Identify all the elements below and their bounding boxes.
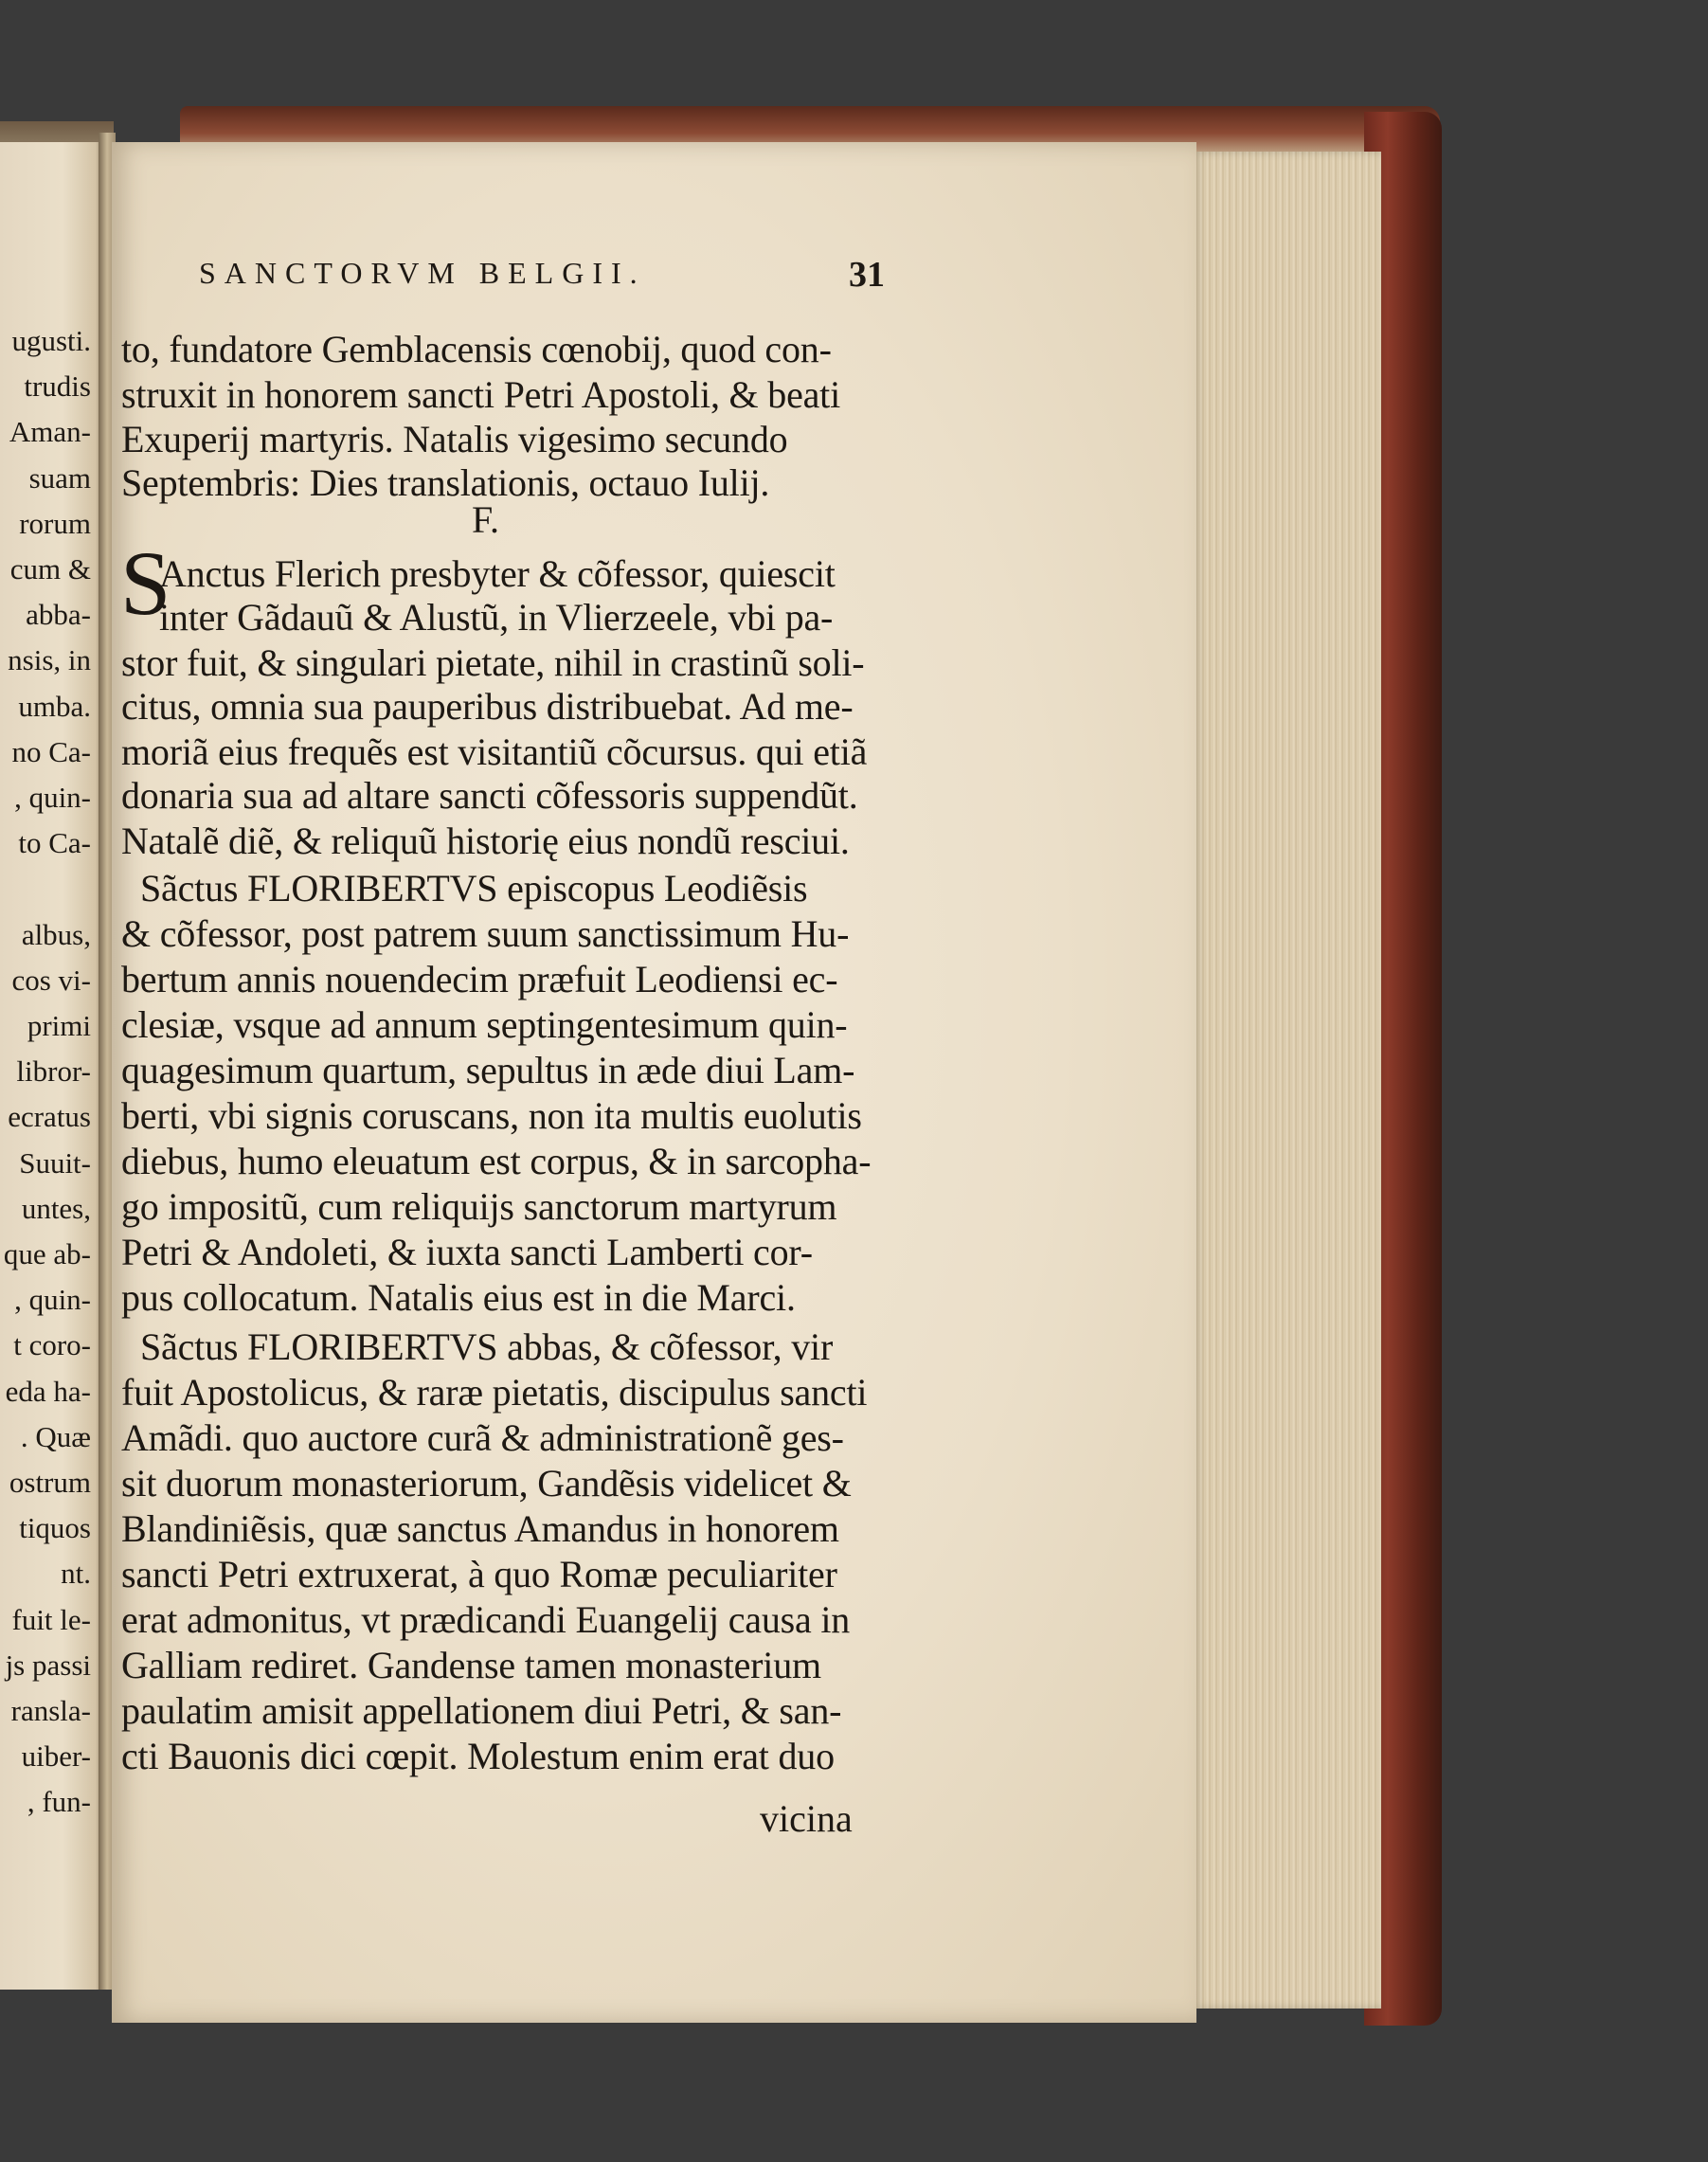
text-line: diebus, humo eleuatum est corpus, & in sarcopha- bbox=[121, 1140, 872, 1182]
text-line: clesiæ, vsque ad annum septingentesimum quin- bbox=[121, 1003, 848, 1046]
left-page-line: Aman- bbox=[9, 415, 91, 449]
left-page-line: ostrum bbox=[9, 1466, 91, 1499]
text-line: Blandiniẽsis, quæ sanctus Amandus in honorem bbox=[121, 1507, 839, 1550]
left-page-line: libror- bbox=[16, 1054, 91, 1089]
left-page-line: que ab- bbox=[3, 1237, 91, 1270]
text-line: berti, vbi signis coruscans, non ita multis euolutis bbox=[121, 1094, 862, 1137]
left-page-line: eda ha- bbox=[5, 1374, 91, 1408]
left-page-line: trudis bbox=[24, 369, 91, 404]
left-page-line: ransla- bbox=[10, 1694, 91, 1727]
left-page-line: to Ca- bbox=[18, 826, 91, 860]
drop-capital: S bbox=[120, 532, 171, 634]
text-line: Sãctus FLORIBERTVS episcopus Leodiẽsis bbox=[140, 867, 808, 910]
section-letter: F. bbox=[472, 498, 500, 541]
text-line: inter Gãdauũ & Alustũ, in Vlierzeele, vbi pa- bbox=[159, 596, 834, 639]
text-line: fuit Apostolicus, & raræ pietatis, discipulus sancti bbox=[121, 1371, 868, 1414]
text-line: paulatim amisit appellationem diui Petri, & san- bbox=[121, 1689, 842, 1732]
text-line: Exuperij martyris. Natalis vigesimo secundo bbox=[121, 418, 788, 460]
text-line: pus collocatum. Natalis eius est in die Marci. bbox=[121, 1276, 796, 1319]
text-line: cti Bauonis dici cœpit. Molestum enim erat duo bbox=[121, 1735, 835, 1777]
left-page-line: js passi bbox=[5, 1648, 91, 1682]
text-line: Petri & Andoleti, & iuxta sancti Lamberti cor- bbox=[121, 1231, 813, 1273]
text-line: donaria sua ad altare sancti cõfessoris suppendũt. bbox=[121, 774, 858, 817]
page-edges bbox=[1192, 152, 1381, 2009]
text-line: struxit in honorem sancti Petri Apostoli, & beati bbox=[121, 373, 841, 416]
text-line: sit duorum monasteriorum, Gandẽsis videlicet & bbox=[121, 1462, 852, 1504]
left-page-line: nt. bbox=[61, 1557, 91, 1591]
left-page-line: cum & bbox=[9, 552, 91, 586]
left-page-line: umba. bbox=[18, 689, 91, 723]
left-page-line: ecratus bbox=[8, 1100, 91, 1134]
text-line: quagesimum quartum, sepultus in æde diui Lam- bbox=[121, 1049, 855, 1091]
text-line: bertum annis nouendecim præfuit Leodiensi ec- bbox=[121, 958, 838, 1000]
left-page-line: cos vi- bbox=[11, 963, 91, 997]
left-page-line: abba- bbox=[26, 598, 91, 632]
left-page-line: uiber- bbox=[21, 1739, 91, 1774]
left-page-line: , fun- bbox=[27, 1785, 91, 1819]
left-page-line: t coro- bbox=[13, 1328, 91, 1362]
text-line: & cõfessor, post patrem suum sanctissimum Hu- bbox=[121, 912, 850, 955]
left-page-line: albus, bbox=[21, 917, 91, 951]
left-page-line: nsis, in bbox=[8, 643, 91, 677]
text-line: citus, omnia sua pauperibus distribuebat. Ad me- bbox=[121, 685, 854, 728]
catchword: vicina bbox=[760, 1797, 853, 1840]
text-line: moriã eius frequẽs est visitantiũ cõcursus. qui etiã bbox=[121, 730, 868, 773]
text-line: Anctus Flerich presbyter & cõfessor, quiescit bbox=[159, 552, 836, 595]
text-line: Natalẽ diẽ, & reliquũ historię eius nondũ resciui. bbox=[121, 820, 850, 862]
left-page-line: , quin- bbox=[14, 781, 91, 814]
left-page-line: . Quæ bbox=[20, 1419, 91, 1453]
text-line: to, fundatore Gemblacensis cœnobij, quod con- bbox=[121, 328, 832, 370]
left-page-line: rorum bbox=[19, 506, 91, 540]
running-head: SANCTORVM BELGII. bbox=[199, 256, 646, 290]
left-page-line: primi bbox=[27, 1009, 91, 1042]
left-page-line: Suuit- bbox=[19, 1145, 91, 1180]
left-page-line: , quin- bbox=[14, 1283, 91, 1317]
left-page-line: ugusti. bbox=[11, 324, 91, 357]
left-page-line: suam bbox=[28, 460, 91, 495]
left-page-line: untes, bbox=[21, 1191, 91, 1225]
text-line: sancti Petri extruxerat, à quo Romæ peculiariter bbox=[121, 1553, 837, 1595]
text-line: go impositũ, cum reliquijs sanctorum martyrum bbox=[121, 1185, 837, 1228]
left-page-line: no Ca- bbox=[11, 734, 91, 768]
text-line: stor fuit, & singulari pietate, nihil in crastinũ soli- bbox=[121, 641, 865, 684]
text-line: Amãdi. quo auctore curã & administrationẽ ges- bbox=[121, 1416, 844, 1459]
left-page-line: tiquos bbox=[19, 1511, 91, 1545]
text-line: Septembris: Dies translationis, octauo Iulij. bbox=[121, 461, 770, 504]
text-line: erat admonitus, vt prædicandi Euangelij causa in bbox=[121, 1598, 851, 1641]
left-page-fragment bbox=[0, 142, 104, 1990]
text-line: Sãctus FLORIBERTVS abbas, & cõfessor, vir bbox=[140, 1325, 834, 1368]
page-number: 31 bbox=[849, 255, 885, 295]
text-line: Galliam rediret. Gandense tamen monasterium bbox=[121, 1644, 821, 1686]
left-page-line: fuit le- bbox=[11, 1602, 91, 1636]
